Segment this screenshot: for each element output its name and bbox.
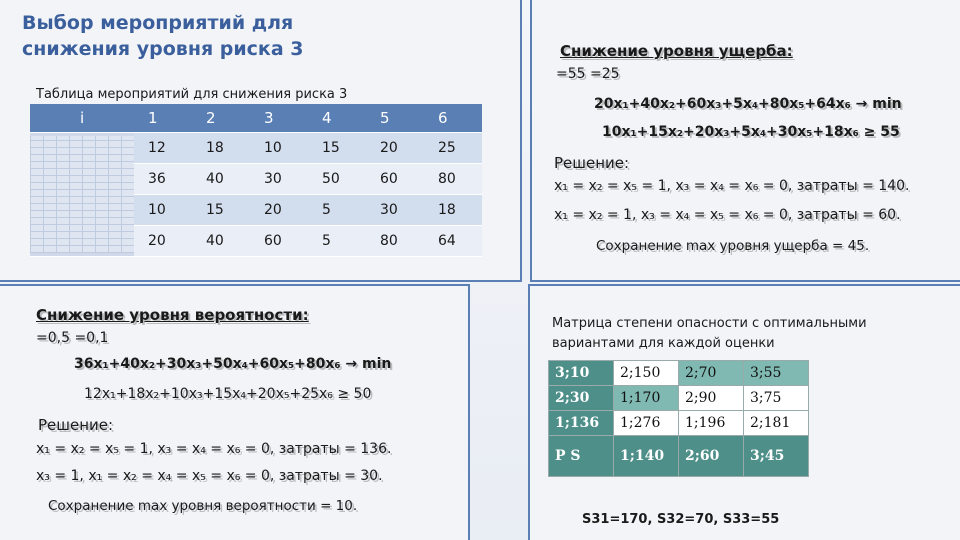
probability-objective: 36x₁+40x₂+30x₃+50x₄+60x₅+80x₆ → min — [74, 356, 392, 372]
header-6: 6 — [424, 104, 482, 133]
header-4: 4 — [308, 104, 366, 133]
matrix-cell: 3;55 — [744, 361, 809, 386]
matrix-caption: Матрица степени опасности с оптимальными вариантами для каждой оценки — [552, 316, 867, 351]
damage-given: =55 =25 — [556, 66, 620, 82]
matrix-cell: 1;276 — [614, 411, 679, 436]
matrix-cell: 2;150 — [614, 361, 679, 386]
matrix-cell: 1;170 — [614, 386, 679, 411]
table-caption: Таблица мероприятий для снижения риска 3 — [36, 87, 348, 102]
matrix-cell: 3;45 — [744, 436, 809, 477]
damage-constraint: 10x₁+15x₂+20x₃+5x₄+30x₅+18x₆ ≥ 55 — [602, 124, 900, 140]
matrix-cell: P S — [549, 436, 614, 477]
table-cell: 30 — [366, 195, 424, 226]
table-cell: 36 — [134, 164, 192, 195]
header-2: 2 — [192, 104, 250, 133]
table-cell: 5 — [308, 226, 366, 257]
table-cell: 64 — [424, 226, 482, 257]
matrix-cell: 2;60 — [679, 436, 744, 477]
matrix-cell: 2;30 — [549, 386, 614, 411]
table-cell: 40 — [192, 164, 250, 195]
table-cell: 15 — [308, 133, 366, 164]
matrix-cell: 2;70 — [679, 361, 744, 386]
matrix-cell: 1;196 — [679, 411, 744, 436]
probability-constraint: 12x₁+18x₂+10x₃+15x₄+20x₅+25x₆ ≥ 50 — [84, 386, 372, 402]
danger-matrix — [548, 360, 809, 477]
matrix-cell: 2;181 — [744, 411, 809, 436]
matrix-cell: 2;90 — [679, 386, 744, 411]
table-cell: 20 — [134, 226, 192, 257]
table-cell: 60 — [366, 164, 424, 195]
header-3: 3 — [250, 104, 308, 133]
matrix-row — [549, 436, 809, 477]
table-cell: 5 — [308, 195, 366, 226]
measures-panel — [0, 0, 522, 282]
matrix-cell: 1;136 — [549, 411, 614, 436]
table-cell: 50 — [308, 164, 366, 195]
probability-solution-label: Решение: — [38, 416, 114, 434]
table-cell: 30 — [250, 164, 308, 195]
matrix-cell: 3;10 — [549, 361, 614, 386]
matrix-cell: 3;75 — [744, 386, 809, 411]
table-cell: 10 — [250, 133, 308, 164]
matrix-row — [549, 411, 809, 436]
table-cell: 40 — [192, 226, 250, 257]
matrix-cell: 1;140 — [614, 436, 679, 477]
table-cell: 80 — [366, 226, 424, 257]
damage-reduction-panel — [530, 0, 960, 282]
matrix-row — [549, 361, 809, 386]
table-cell: 10 — [134, 195, 192, 226]
table-cell: 15 — [192, 195, 250, 226]
table-cell: 80 — [424, 164, 482, 195]
table-row — [30, 133, 482, 164]
table-cell: 20 — [250, 195, 308, 226]
damage-objective: 20x₁+40x₂+60x₃+5x₄+80x₅+64x₆ → min — [594, 96, 902, 112]
probability-keep-max: Сохранение max уровня вероятности = 10. — [48, 498, 358, 514]
damage-keep-max: Сохранение max уровня ущерба = 45. — [596, 238, 870, 254]
probability-heading: Снижение уровня вероятности: — [36, 306, 309, 324]
table-cell: 18 — [424, 195, 482, 226]
damage-solution-2: x₁ = x₂ = 1, x₃ = x₄ = x₅ = x₆ = 0, затраты = 60. — [554, 207, 901, 223]
probability-given: =0,5 =0,1 — [36, 330, 109, 346]
table-header-row — [30, 104, 482, 133]
matrix-footer: S31=170, S32=70, S33=55 — [582, 512, 780, 527]
table-cell: 20 — [366, 133, 424, 164]
probability-reduction-panel — [0, 284, 470, 540]
header-i: i — [30, 104, 134, 133]
table-cell: 18 — [192, 133, 250, 164]
table-cell: 12 — [134, 133, 192, 164]
header-1: 1 — [134, 104, 192, 133]
header-5: 5 — [366, 104, 424, 133]
measures-table — [30, 104, 482, 257]
probability-solution-2: x₃ = 1, x₁ = x₂ = x₄ = x₅ = x₆ = 0, затраты = 30. — [36, 468, 383, 484]
damage-heading: Снижение уровня ущерба: — [560, 42, 793, 60]
damage-solution-1: x₁ = x₂ = x₅ = 1, x₃ = x₄ = x₆ = 0, затраты = 140. — [554, 178, 910, 194]
matrix-row — [549, 386, 809, 411]
page-title: Выбор мероприятий для снижения уровня риска 3 — [22, 12, 304, 60]
damage-solution-label: Решение: — [554, 154, 630, 172]
probability-solution-1: x₁ = x₂ = x₅ = 1, x₃ = x₄ = x₆ = 0, затраты = 136. — [36, 441, 392, 457]
table-cell: 60 — [250, 226, 308, 257]
embedded-table-image — [30, 133, 134, 257]
table-cell: 25 — [424, 133, 482, 164]
